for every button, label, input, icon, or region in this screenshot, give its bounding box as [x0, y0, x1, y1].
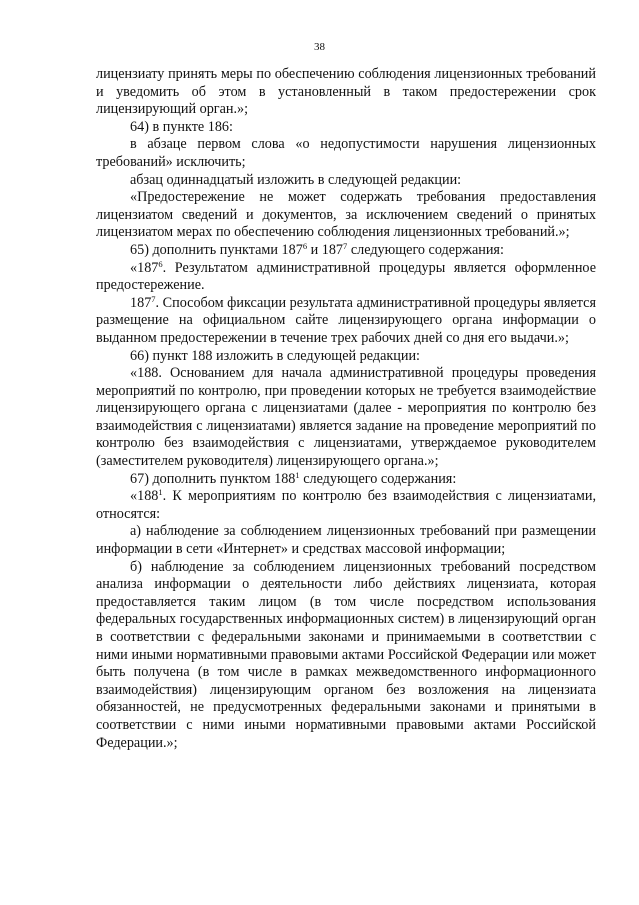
- paragraph-item-66: 66) пункт 188 изложить в следующей редакции:: [130, 347, 420, 364]
- paragraph-abzac-first: в абзаце первом слова «о недопустимости нарушения лицензионных требований» исключить;: [96, 136, 596, 170]
- paragraph-abzac-eleventh: абзац одиннадцатый изложить в следующей редакции:: [130, 171, 462, 188]
- paragraph-continuation: лицензиату принять меры по обеспечению соблюдения лицензионных требований и уведомить об этом в установленный в таком предостережении срок лицензирующий орган.»;: [96, 66, 596, 118]
- paragraph-item-67: [96, 471, 596, 489]
- paragraph-187-6: [96, 260, 596, 295]
- superscript: 1: [295, 469, 300, 480]
- paragraph-quote-preostorezhenie: «Предостережение не может содержать требования предоставления лицензиатом сведений и документов, за исключением сведений о принятых лицензиатом мерах по обеспечению соблюдения лицензионных требований.»;: [96, 189, 596, 241]
- document-body: [96, 66, 596, 752]
- paragraph-188: «188. Основанием для начала административной процедуры проведения мероприятий по контролю, при проведении которых не требуется взаимодействие лицензирующего органа с лицензиатами (далее - мероприятия по контролю без взаимодействия с лицензиатами) является задание на проведение мероприятий по контролю без взаимодействия с лицензиатами, утверждаемое руководителем (заместителем руководителя) лицензирующего органа.»;: [96, 365, 596, 470]
- text-fragment: 187: [130, 294, 152, 311]
- paragraph-item-65: [96, 242, 596, 260]
- superscript: 1: [158, 487, 163, 498]
- paragraph-187-7: [96, 295, 596, 348]
- text-fragment: следующего содержания:: [347, 241, 504, 258]
- superscript: 6: [158, 258, 163, 269]
- text-fragment: и 187: [307, 241, 344, 258]
- paragraph-subitem-b: б) наблюдение за соблюдением лицензионных требований посредством анализа информации о деятельности либо действиях лицензиата, которая предоставляется таким лицом (в том числе посредством использования федеральных государственных информационных систем) в лицензирующий орган в соответствии с федеральными законами и принимаемыми в соответствии с ними иными нормативными правовыми актами Российской Федерации или может быть получена (в том числе в рамках межведомственного информационного взаимодействия) лицензирующим органом без возложения на лицензиата обязанностей, не предусмотренных федеральными законами и принятыми в соответствии с ними иными нормативными правовыми актами Российской Федерации.»;: [96, 558, 596, 751]
- text-fragment: 65) дополнить пунктами 187: [130, 241, 303, 258]
- text-fragment: . Способом фиксации результата административной процедуры является размещение на официальном сайте лицензирующего органа информации о выданном предостережении в течение трех рабочих дней со дня его выдачи.»;: [96, 294, 596, 346]
- text-fragment: «187: [130, 259, 159, 276]
- text-fragment: следующего содержания:: [299, 470, 457, 487]
- superscript: 6: [302, 240, 308, 251]
- superscript: 7: [151, 293, 156, 304]
- page-number: 38: [314, 41, 325, 53]
- paragraph-item-64: 64) в пункте 186:: [130, 118, 233, 135]
- text-fragment: . Результатом административной процедуры является оформленное предостережение.: [96, 259, 596, 294]
- text-fragment: «188: [130, 488, 159, 505]
- paragraph-188-1: [96, 488, 596, 523]
- text-fragment: . К мероприятиям по контролю без взаимодействия с лицензиатами, относятся:: [96, 488, 596, 522]
- superscript: 7: [343, 240, 348, 251]
- paragraph-subitem-a: а) наблюдение за соблюдением лицензионных требований при размещении информации в сети «Интернет» и средствах массовой информации;: [96, 523, 596, 558]
- text-fragment: 67) дополнить пунктом 188: [130, 470, 296, 487]
